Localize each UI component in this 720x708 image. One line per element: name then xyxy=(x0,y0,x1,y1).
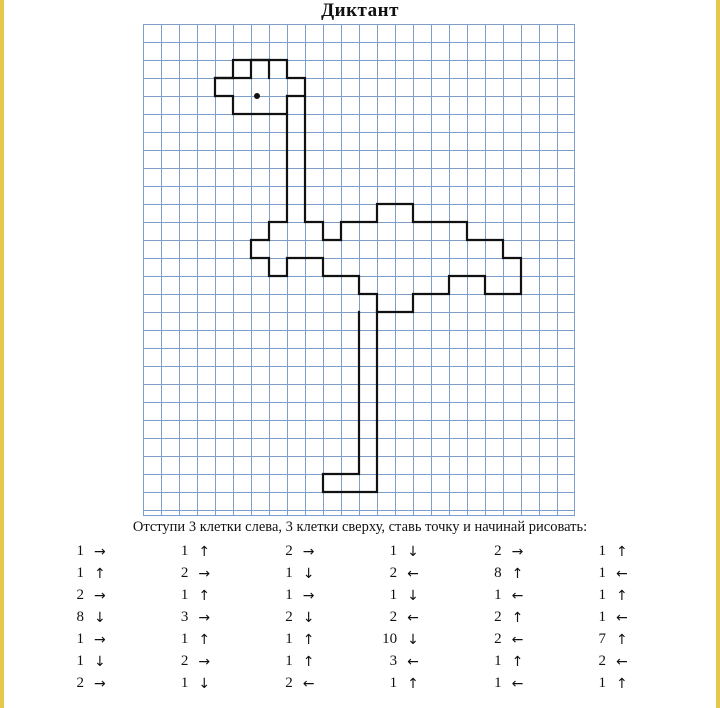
page-edge-left xyxy=(0,0,4,708)
arrow-right-icon: → xyxy=(94,587,106,604)
arrow-up-icon: ↑ xyxy=(511,565,524,582)
steps-column-5 xyxy=(482,543,560,692)
step-count: 1 xyxy=(180,587,189,603)
steps-column-6 xyxy=(586,543,664,692)
arrow-left-icon: ← xyxy=(511,675,524,692)
arrow-up-icon: ↑ xyxy=(302,631,315,648)
step-count: 1 xyxy=(76,631,84,647)
step-count: 2 xyxy=(389,565,398,581)
step-item xyxy=(377,631,455,648)
arrow-down-icon: ↓ xyxy=(198,675,211,692)
arrow-up-icon: ↑ xyxy=(615,675,628,692)
arrow-up-icon: ↑ xyxy=(198,587,211,604)
step-count: 1 xyxy=(494,675,502,691)
step-item xyxy=(64,543,142,560)
arrow-left-icon: ← xyxy=(615,609,628,626)
step-count: 2 xyxy=(494,543,502,559)
arrow-down-icon: ↓ xyxy=(302,565,315,582)
step-count: 2 xyxy=(180,565,189,581)
arrow-left-icon: ← xyxy=(615,653,628,670)
step-item xyxy=(168,587,246,604)
step-count: 1 xyxy=(598,609,606,625)
step-count: 3 xyxy=(180,609,189,625)
step-count: 2 xyxy=(598,653,606,669)
step-count: 2 xyxy=(285,609,293,625)
step-item xyxy=(273,675,351,692)
arrow-left-icon: ← xyxy=(511,631,524,648)
step-count: 1 xyxy=(285,565,293,581)
page-edge-right xyxy=(716,0,720,708)
steps-column-4 xyxy=(377,543,455,692)
arrow-left-icon: ← xyxy=(407,565,419,582)
step-item xyxy=(377,653,455,670)
step-item xyxy=(168,609,246,626)
step-item xyxy=(168,565,246,582)
arrow-up-icon: ↑ xyxy=(511,609,524,626)
step-item xyxy=(482,587,560,604)
step-item xyxy=(168,543,246,560)
step-item xyxy=(64,609,142,626)
step-count: 2 xyxy=(180,653,189,669)
flamingo-figure xyxy=(143,24,575,516)
step-item xyxy=(64,675,142,692)
step-count: 1 xyxy=(598,565,606,581)
step-count: 1 xyxy=(598,587,606,603)
step-item xyxy=(377,587,455,604)
step-item xyxy=(482,565,560,582)
arrow-left-icon: ← xyxy=(615,565,628,582)
step-item xyxy=(377,675,455,692)
arrow-down-icon: ↓ xyxy=(94,609,106,626)
arrow-up-icon: ↑ xyxy=(94,565,106,582)
step-count: 8 xyxy=(494,565,502,581)
step-count: 1 xyxy=(76,653,84,669)
step-item xyxy=(482,631,560,648)
arrow-left-icon: ← xyxy=(407,609,419,626)
instruction-text: Отступи 3 клетки слева, 3 клетки сверху, ставь точку и начинай рисовать: xyxy=(132,519,588,535)
step-item xyxy=(586,587,664,604)
step-count: 10 xyxy=(382,631,398,647)
step-item xyxy=(586,653,664,670)
arrow-up-icon: ↑ xyxy=(198,543,211,560)
arrow-right-icon: → xyxy=(302,543,315,560)
step-count: 1 xyxy=(180,675,189,691)
step-item xyxy=(168,631,246,648)
arrow-down-icon: ↓ xyxy=(407,543,419,560)
arrow-right-icon: → xyxy=(94,675,106,692)
steps-column-1 xyxy=(64,543,142,692)
step-item xyxy=(64,587,142,604)
step-item xyxy=(586,609,664,626)
step-item xyxy=(586,565,664,582)
arrow-up-icon: ↑ xyxy=(407,675,419,692)
step-count: 1 xyxy=(389,675,398,691)
arrow-left-icon: ← xyxy=(407,653,419,670)
step-item xyxy=(64,631,142,648)
step-count: 2 xyxy=(76,587,84,603)
step-count: 1 xyxy=(285,631,293,647)
step-count: 2 xyxy=(389,609,398,625)
steps-column-3 xyxy=(273,543,351,692)
step-count: 1 xyxy=(598,675,606,691)
step-count: 1 xyxy=(494,653,502,669)
step-count: 1 xyxy=(285,653,293,669)
step-count: 1 xyxy=(389,543,398,559)
arrow-right-icon: → xyxy=(511,543,524,560)
step-item xyxy=(168,653,246,670)
step-item xyxy=(586,631,664,648)
step-item xyxy=(273,609,351,626)
step-item xyxy=(273,653,351,670)
step-count: 7 xyxy=(598,631,606,647)
arrow-up-icon: ↑ xyxy=(615,631,628,648)
arrow-right-icon: → xyxy=(94,543,106,560)
step-item xyxy=(377,565,455,582)
step-count: 1 xyxy=(180,543,189,559)
eye-dot xyxy=(254,93,260,99)
step-item xyxy=(586,543,664,560)
arrow-right-icon: → xyxy=(198,565,211,582)
steps-columns xyxy=(64,543,664,692)
arrow-up-icon: ↑ xyxy=(511,653,524,670)
step-count: 2 xyxy=(494,609,502,625)
arrow-down-icon: ↓ xyxy=(302,609,315,626)
step-count: 2 xyxy=(285,675,293,691)
step-item xyxy=(482,609,560,626)
arrow-down-icon: ↓ xyxy=(94,653,106,670)
page-title: Диктант xyxy=(321,0,399,21)
step-item xyxy=(377,609,455,626)
step-item xyxy=(586,675,664,692)
step-count: 1 xyxy=(598,543,606,559)
arrow-up-icon: ↑ xyxy=(198,631,211,648)
step-count: 8 xyxy=(76,609,84,625)
step-count: 2 xyxy=(285,543,293,559)
arrow-up-icon: ↑ xyxy=(615,543,628,560)
step-count: 2 xyxy=(76,675,84,691)
step-item xyxy=(168,675,246,692)
step-count: 1 xyxy=(494,587,502,603)
arrow-right-icon: → xyxy=(302,587,315,604)
step-count: 1 xyxy=(389,587,398,603)
arrow-down-icon: ↓ xyxy=(407,631,419,648)
step-count: 1 xyxy=(285,587,293,603)
step-count: 1 xyxy=(180,631,189,647)
steps-column-2 xyxy=(168,543,246,692)
arrow-up-icon: ↑ xyxy=(615,587,628,604)
grid-area xyxy=(143,24,575,516)
step-item xyxy=(273,565,351,582)
step-item xyxy=(273,631,351,648)
step-item xyxy=(64,653,142,670)
step-item xyxy=(273,543,351,560)
step-count: 2 xyxy=(494,631,502,647)
step-count: 3 xyxy=(389,653,398,669)
step-count: 1 xyxy=(76,565,84,581)
step-item xyxy=(482,675,560,692)
arrow-right-icon: → xyxy=(198,609,211,626)
arrow-up-icon: ↑ xyxy=(302,653,315,670)
arrow-left-icon: ← xyxy=(302,675,315,692)
step-item xyxy=(377,543,455,560)
arrow-right-icon: → xyxy=(198,653,211,670)
step-item xyxy=(273,587,351,604)
arrow-left-icon: ← xyxy=(511,587,524,604)
arrow-right-icon: → xyxy=(94,631,106,648)
step-item xyxy=(482,653,560,670)
arrow-down-icon: ↓ xyxy=(407,587,419,604)
step-item xyxy=(64,565,142,582)
step-count: 1 xyxy=(76,543,84,559)
step-item xyxy=(482,543,560,560)
